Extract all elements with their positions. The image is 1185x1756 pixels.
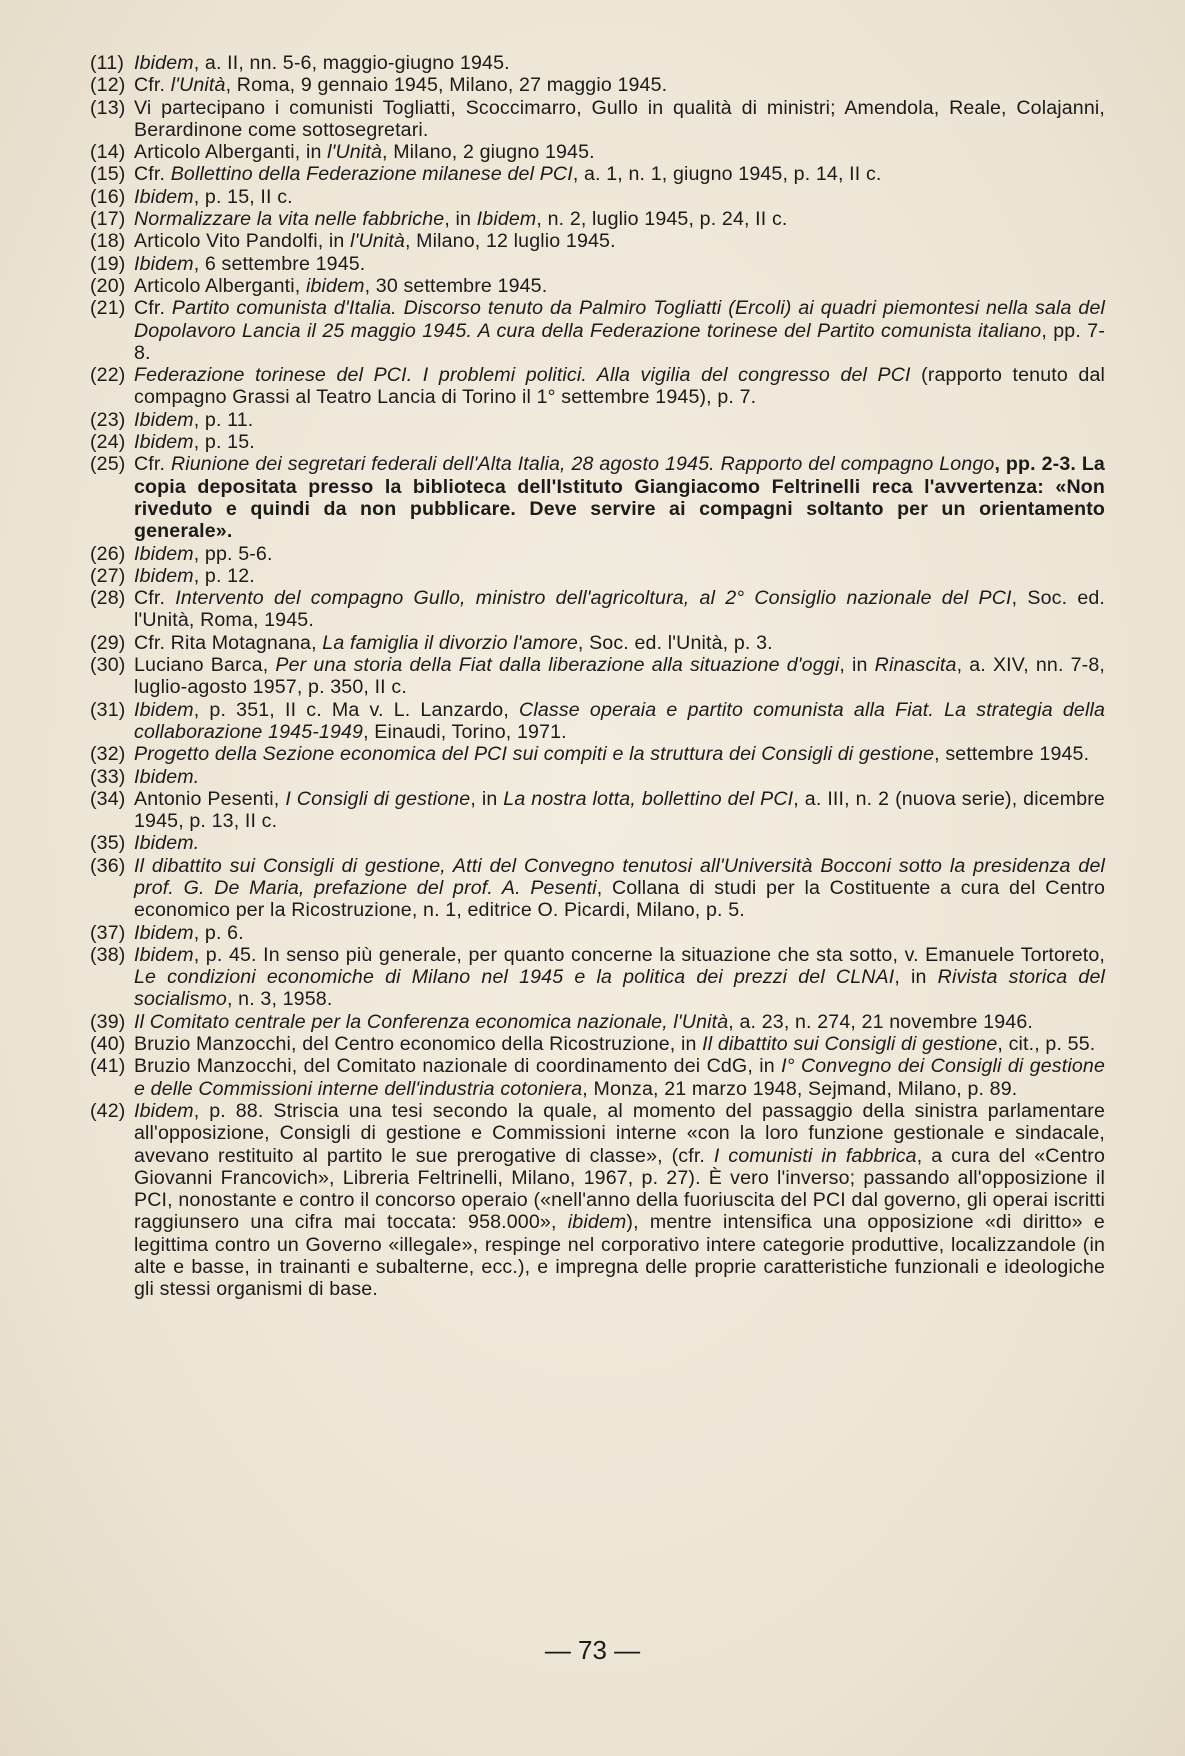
footnote-italic-segment: I comunisti in fabbrica: [713, 1144, 917, 1167]
footnote-text-segment: , n. 3, 1958.: [226, 988, 333, 1011]
footnote-italic-segment: Normalizzare la vita nelle fabbriche: [134, 208, 445, 231]
footnote-text: [134, 97, 1105, 142]
footnote-text: [134, 253, 1105, 275]
footnote: [90, 141, 1105, 163]
footnote-italic-segment: La famiglia il divorzio l'amore: [322, 631, 578, 654]
footnote-number: (28): [90, 587, 126, 610]
footnote-text: [134, 186, 1105, 208]
footnote-text-segment: , in: [894, 966, 938, 989]
footnote: [90, 409, 1105, 431]
footnote-italic-segment: Riunione dei segretari federali dell'Alta Italia, 28 agosto 1945. Rapporto del compagno Longo: [170, 453, 995, 476]
footnote-text-segment: , a. 1, n. 1, giugno 1945, p. 14, II c.: [572, 163, 882, 186]
footnote-italic-segment: Ibidem: [134, 943, 194, 966]
footnote-text-segment: Cfr.: [134, 453, 171, 476]
footnote-number: (31): [90, 698, 126, 721]
footnote: [90, 743, 1105, 765]
footnote-text: [134, 832, 1105, 854]
footnote-text-segment: , a. 23, n. 274, 21 novembre 1946.: [728, 1010, 1033, 1033]
footnote-text: [134, 699, 1105, 744]
footnote: [90, 74, 1105, 96]
footnote-number: (33): [90, 765, 126, 788]
footnote-number: (17): [90, 208, 126, 231]
footnote-text: [134, 431, 1105, 453]
footnote-italic-segment: Ibidem: [134, 252, 194, 275]
footnote-text: [134, 453, 1105, 542]
footnote: [90, 230, 1105, 252]
footnote-number: (15): [90, 163, 126, 186]
page-number: — 73 —: [544, 1635, 641, 1665]
footnote-number: (40): [90, 1033, 126, 1056]
footnote: [90, 543, 1105, 565]
footnote-italic-segment: Ibidem: [134, 698, 194, 721]
footnote-italic-segment: I° Convegno dei Consigli di gestione e delle Commissioni interne dell'industria cotoniera: [134, 1055, 1105, 1100]
footnote-italic-segment: Ibidem: [134, 52, 194, 74]
footnote-text: [134, 409, 1105, 431]
footnote-number: (20): [90, 274, 126, 297]
footnote: [90, 1011, 1105, 1033]
footnote-text-segment: , a cura del «Centro Giovanni Francovich», Libreria Feltrinelli, Milano, 1967, p. 27). È vero l'inverso; passando all'opposizione il PCI, nonostante e contro il concorso operaio («nell'anno della fuoriuscita del PCI dal governo, gli operai iscritti raggiunsero una cifra mai toccata: 958.000»,: [134, 1144, 1105, 1234]
footnote-text: [134, 565, 1105, 587]
footnote-italic-segment: Il Comitato centrale per la Conferenza economica nazionale, l'Unità: [134, 1010, 729, 1033]
footnote-text-segment: , 6 settembre 1945.: [193, 252, 366, 275]
footnote-number: (41): [90, 1055, 126, 1078]
footnote-text-segment: , p. 15.: [193, 431, 255, 454]
footnote: [90, 1100, 1105, 1301]
footnote-italic-segment: Ibidem: [134, 185, 194, 208]
footnotes-list: [90, 52, 1105, 1301]
footnote: [90, 364, 1105, 409]
footnote-italic-segment: Rivista storica del socialismo: [134, 966, 1105, 1011]
footnote-text-segment: Cfr.: [134, 587, 176, 610]
footnote-text: [134, 52, 1105, 74]
footnote: [90, 654, 1105, 699]
footnote-number: (24): [90, 431, 126, 454]
footnote-number: (18): [90, 230, 126, 253]
footnote: [90, 208, 1105, 230]
footnote: [90, 275, 1105, 297]
footnote-italic-segment: Ibidem: [134, 921, 194, 944]
footnote: [90, 944, 1105, 1011]
footnote-text-segment: , a. XIV, nn. 7-8, luglio-agosto 1957, p. 350, II c.: [134, 654, 1105, 699]
footnote-italic-segment: l'Unità: [170, 74, 226, 97]
footnote: [90, 788, 1105, 833]
footnote: [90, 297, 1105, 364]
footnote-text: [134, 1033, 1105, 1055]
footnote-text-segment: , Roma, 9 gennaio 1945, Milano, 27 maggio 1945.: [225, 74, 668, 97]
footnote-italic-segment: Partito comunista d'Italia. Discorso tenuto da Palmiro Togliatti (Ercoli) ai quadri piemontesi nella sala del Dopolavoro Lancia il 25 maggio 1945. A cura della Federazione torinese del Partito comunista italiano: [134, 297, 1105, 342]
footnote: [90, 431, 1105, 453]
footnote-italic-segment: Classe operaia e partito comunista alla Fiat. La strategia della collaborazione 1945-1949: [134, 698, 1105, 743]
footnote-text-segment: , n. 2, luglio 1945, p. 24, II c.: [536, 208, 788, 231]
footnote-text-segment: , Soc. ed. l'Unità, Roma, 1945.: [134, 587, 1106, 632]
footnote-text: [134, 1100, 1105, 1301]
footnote-text-segment: Articolo Vito Pandolfi, in: [134, 230, 351, 253]
footnote-number: (27): [90, 564, 126, 587]
footnote-number: (39): [90, 1010, 126, 1033]
footnote-number: (42): [90, 1099, 126, 1122]
footnote-text-segment: , Milano, 12 luglio 1945.: [404, 230, 616, 253]
footnote-text-segment: Cfr.: [134, 163, 171, 186]
footnote: [90, 52, 1105, 74]
footnote-text: [134, 855, 1105, 922]
footnote-text: [134, 230, 1105, 252]
footnote-italic-segment: Ibidem: [134, 431, 194, 454]
footnote-italic-segment: Federazione torinese del PCI. I problemi politici. Alla vigilia del congresso del PCI: [134, 364, 911, 387]
footnote: [90, 163, 1105, 185]
footnote-italic-segment: I Consigli di gestione: [285, 787, 471, 810]
footnote-italic-segment: Ibidem: [134, 564, 194, 587]
footnote-text-segment: , p. 12.: [193, 564, 255, 587]
footnote-text: [134, 74, 1105, 96]
footnote-italic-segment: l'Unità: [327, 141, 382, 164]
footnote-text-segment: , settembre 1945.: [934, 743, 1090, 766]
footnote-text: [134, 944, 1105, 1011]
footnote-number: (34): [90, 787, 126, 810]
footnote-text-segment: Articolo Alberganti,: [134, 274, 306, 297]
footnote-text: [134, 1011, 1105, 1033]
footnote-text: [134, 141, 1105, 163]
footnote-number: (12): [90, 74, 126, 97]
footnote-number: (16): [90, 185, 126, 208]
footnote-text-segment: , p. 6.: [193, 921, 244, 944]
footnote-italic-segment: Ibidem: [134, 408, 194, 431]
footnote-text: [134, 364, 1105, 409]
footnote-text: [134, 743, 1105, 765]
footnote-text-segment: , p. 351, II c. Ma v. L. Lanzardo,: [193, 698, 520, 721]
footnote: [90, 565, 1105, 587]
footnote-text: [134, 654, 1105, 699]
footnote-text-segment: Cfr.: [134, 74, 171, 97]
footnote-italic-segment: La nostra lotta, bollettino del PCI: [503, 787, 794, 810]
footnote-text-segment: ), mentre intensifica una opposizione «di diritto» e legittima contro un Governo «illegale», respinge nel corporativo intere categorie produttive, localizzandole (in alte e basse, in trainanti e subalterne, ecc.), e impregna delle proprie caratteristiche funzionali e ideologiche gli stessi organismi di base.: [134, 1211, 1105, 1301]
footnote: [90, 453, 1105, 542]
footnote: [90, 587, 1105, 632]
footnote: [90, 97, 1105, 142]
footnote-text-segment: , Collana di studi per la Costituente a cura del Centro economico per la Ricostruzione, n. 1, editrice O. Picardi, Milano, p. 5.: [134, 876, 1105, 922]
footnote-italic-segment: Ibidem: [134, 542, 194, 565]
footnote-text-segment: , Soc. ed. l'Unità, p. 3.: [577, 631, 773, 654]
footnote-italic-segment: ibidem: [305, 274, 365, 297]
footnote-text-segment: Articolo Alberganti, in: [134, 141, 328, 164]
footnote-number: (23): [90, 408, 126, 431]
footnote-number: (38): [90, 943, 126, 966]
footnote-text-segment: , a. II, nn. 5-6, maggio-giugno 1945.: [193, 52, 510, 74]
footnote: [90, 832, 1105, 854]
footnote-italic-segment: Bollettino della Federazione milanese del PCI: [170, 163, 573, 186]
footnote-text: [134, 275, 1105, 297]
footnote-text-segment: , in: [444, 208, 477, 231]
footnote-text-segment: , p. 15, II c.: [193, 185, 293, 208]
footnote: [90, 632, 1105, 654]
footnote-italic-segment: Ibidem.: [134, 765, 200, 788]
footnote-text-segment: , p. 45. In senso più generale, per quanto concerne la situazione che sta sotto, v. Emanuele Tortoreto,: [193, 943, 1105, 966]
footnote-number: (22): [90, 364, 126, 387]
footnote-italic-segment: Intervento del compagno Gullo, ministro dell'agricoltura, al 2° Consiglio nazionale del PCI: [175, 587, 1012, 610]
footnote-italic-segment: Ibidem: [134, 1099, 194, 1122]
footnote-number: (30): [90, 654, 126, 677]
footnote-number: (29): [90, 631, 126, 654]
footnote-number: (35): [90, 832, 126, 855]
footnote-text-segment: Vi partecipano i comunisti Togliatti, Scoccimarro, Gullo in qualità di ministri; Amendola, Reale, Colajanni, Berardinone come sottosegretari.: [134, 96, 1105, 141]
footnote-italic-segment: Il dibattito sui Consigli di gestione, Atti del Convegno tenutosi all'Università Bocconi sotto la presidenza del prof. G. De Maria, prefazione del prof. A. Pesenti: [134, 854, 1105, 899]
footnote-number: (32): [90, 743, 126, 766]
footnote: [90, 699, 1105, 744]
footnote-italic-segment: Ibidem: [476, 208, 537, 231]
footnote-number: (19): [90, 252, 126, 275]
footnote-text-segment: , p. 11.: [193, 408, 254, 431]
footnote-italic-segment: Per una storia della Fiat dalla liberazione alla situazione d'oggi: [275, 654, 840, 677]
footnote-number: (13): [90, 96, 126, 119]
footnote-text-segment: , a. III, n. 2 (nuova serie), dicembre 1945, p. 13, II c.: [134, 787, 1105, 833]
footnote-italic-segment: ibidem: [567, 1211, 627, 1234]
footnote-italic-segment: Il dibattito sui Consigli di gestione: [702, 1033, 998, 1056]
footnote-text-segment: , in: [470, 787, 504, 810]
footnote-text-segment: Cfr.: [134, 297, 172, 320]
footnote-text-segment: Antonio Pesenti,: [134, 787, 286, 810]
footnote: [90, 1055, 1105, 1100]
footnote-text: [134, 297, 1105, 364]
footnote-text: [134, 788, 1105, 833]
footnote-italic-segment: Progetto della Sezione economica del PCI sui compiti e la struttura dei Consigli di gestione: [134, 743, 935, 766]
footnote-text: [134, 922, 1105, 944]
footnote-number: (21): [90, 297, 126, 320]
footnote-text: [134, 1055, 1105, 1100]
footnote-text-segment: , pp. 7-8.: [134, 319, 1105, 364]
footnote-text-segment: Bruzio Manzocchi, del Comitato nazionale di coordinamento dei CdG, in: [134, 1055, 782, 1078]
footnote-text: [134, 587, 1105, 632]
footnote-text-segment: , Einaudi, Torino, 1971.: [363, 720, 567, 743]
footnote-number: (36): [90, 854, 126, 877]
footnote-italic-segment: Ibidem.: [134, 832, 200, 855]
footnote: [90, 855, 1105, 922]
footnote-italic-segment: l'Unità: [350, 230, 405, 253]
footnote-text-segment: , cit., p. 55.: [997, 1033, 1096, 1056]
footnote-text-segment: (rapporto tenuto dal compagno Grassi al Teatro Lancia di Torino il 1° settembre 1945), p. 7.: [134, 364, 1105, 409]
footnote-number: (11): [90, 52, 124, 74]
footnote-text: [134, 208, 1105, 230]
footnote-text-segment: , 30 settembre 1945.: [364, 274, 548, 297]
footnote-text: [134, 163, 1105, 185]
footnote-text-segment: Cfr. Rita Motagnana,: [134, 631, 323, 654]
footnote: [90, 186, 1105, 208]
footnote: [90, 922, 1105, 944]
footnote-italic-segment: Rinascita: [874, 654, 957, 677]
footnote-text-segment: , Milano, 2 giugno 1945.: [382, 141, 595, 164]
footnote-text: [134, 543, 1105, 565]
footnote-number: (14): [90, 141, 126, 164]
footnote: [90, 253, 1105, 275]
footnote-text-segment: , p. 88. Striscia una tesi secondo la quale, al momento del passaggio della sinistra parlamentare all'opposizione, Consigli di gestione e Commissioni interne «con la loro funzione gestionale e sindacale, avevano restituito al partito le sue prerogative di classe», (cfr.: [134, 1099, 1105, 1167]
footnote-text-segment: , in: [839, 654, 875, 677]
footnote-text-segment: , Monza, 21 marzo 1948, Sejmand, Milano, p. 89.: [582, 1077, 1018, 1100]
footnote-number: (37): [90, 921, 126, 944]
footnote-text-segment: , pp. 5-6.: [193, 542, 273, 565]
footnote-text-segment: Luciano Barca,: [134, 654, 276, 677]
footnote: [90, 1033, 1105, 1055]
footnote-number: (26): [90, 542, 126, 565]
footnote: [90, 766, 1105, 788]
footnote-italic-segment: Le condizioni economiche di Milano nel 1945 e la politica dei prezzi del CLNAI: [134, 966, 895, 989]
footnote-text: [134, 766, 1105, 788]
footnote-text-segment: , pp. 2-3. La copia depositata presso la biblioteca dell'Istituto Giangiacomo Feltrinelli reca l'avvertenza: «Non riveduto e quindi da non pubblicare. Deve servire ai compagni soltanto per un orientamento generale».: [134, 453, 1105, 543]
footnote-number: (25): [90, 453, 126, 476]
footnote-text-segment: Bruzio Manzocchi, del Centro economico della Ricostruzione, in: [134, 1033, 703, 1056]
footnote-text: [134, 632, 1105, 654]
